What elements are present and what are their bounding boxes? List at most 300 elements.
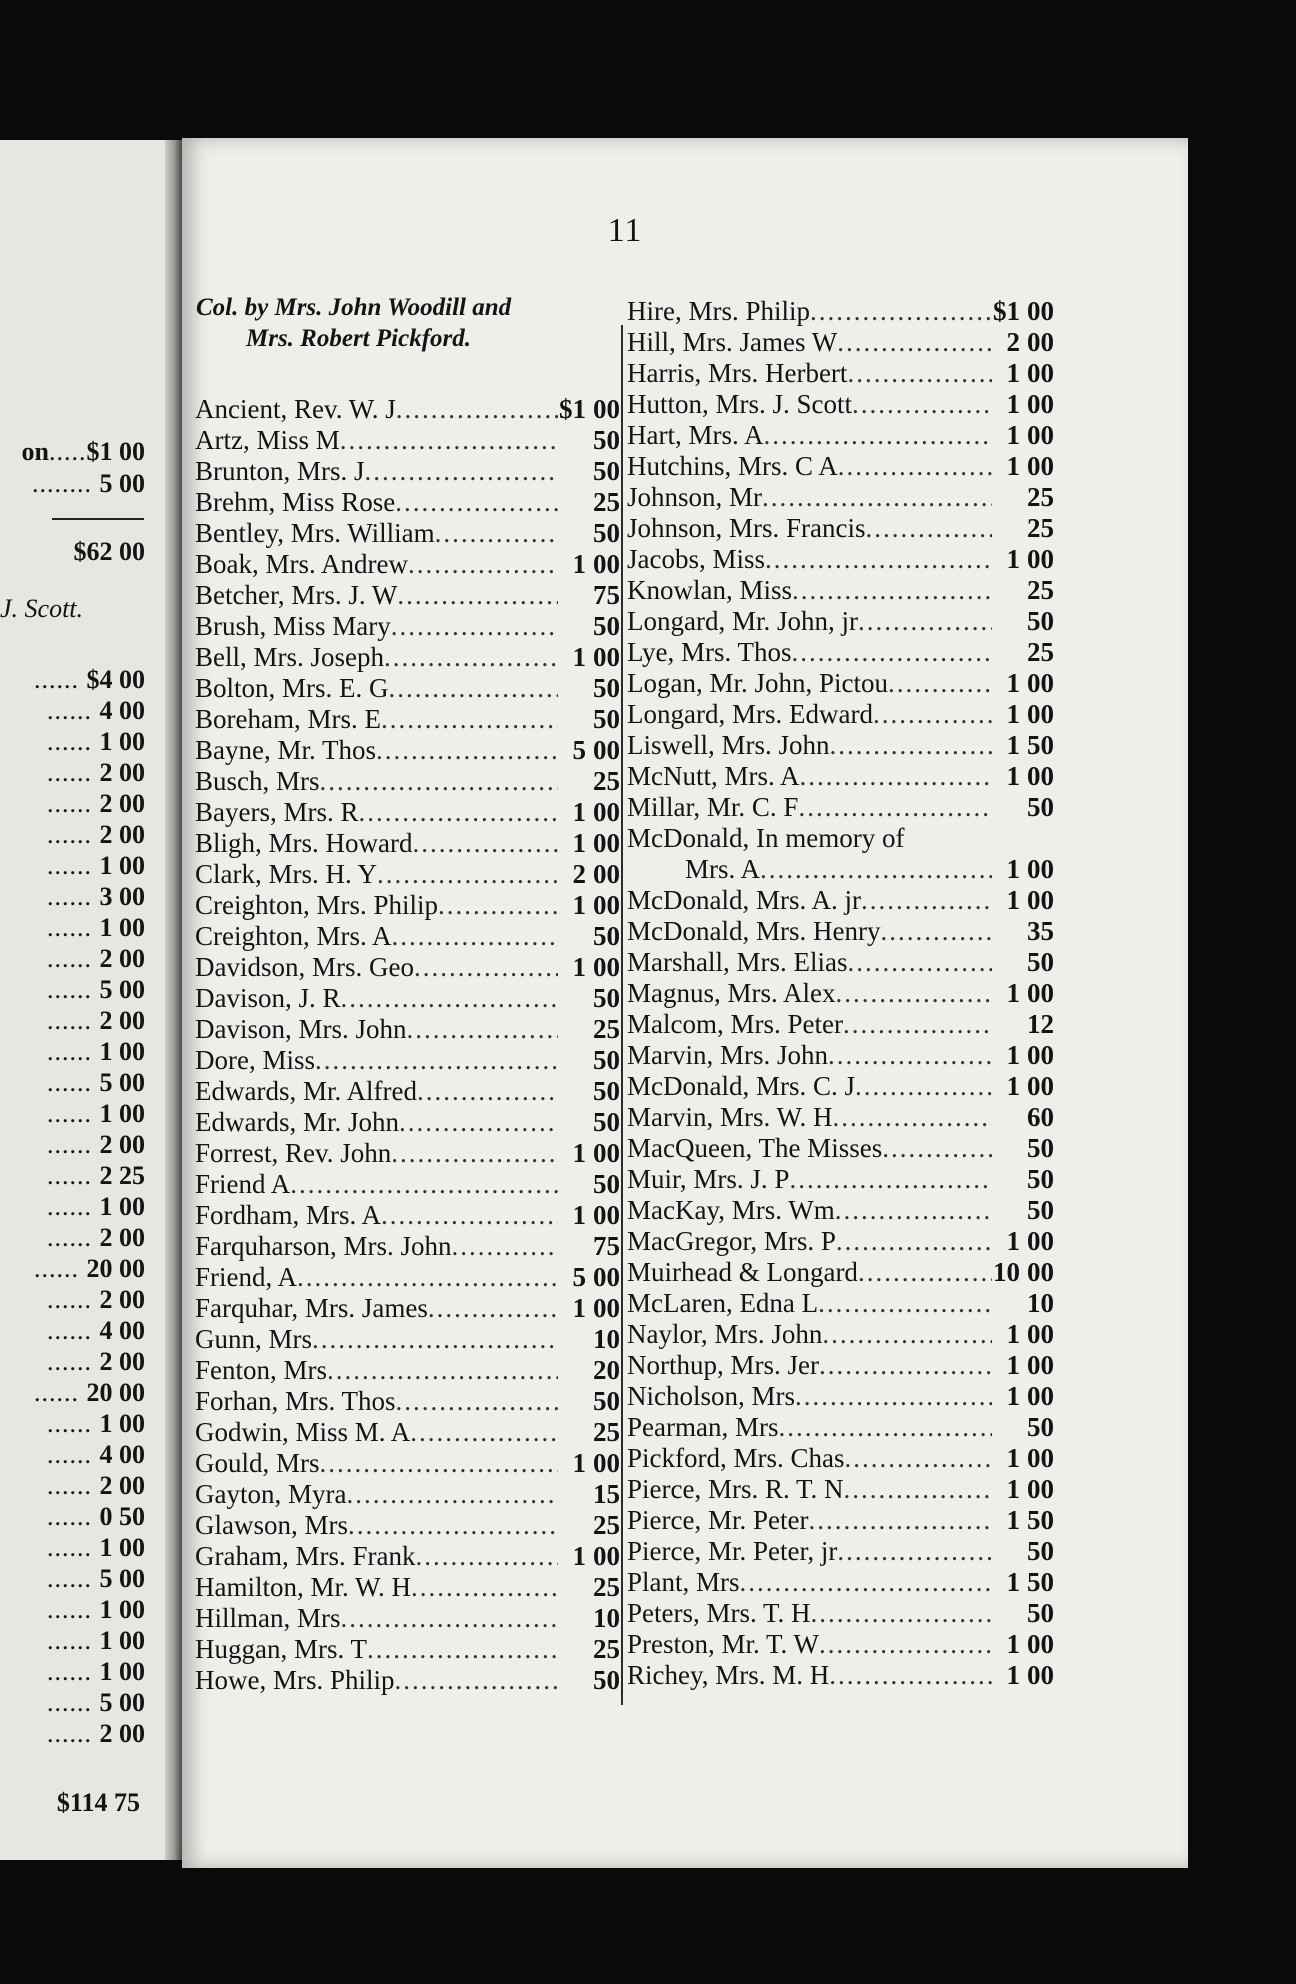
amount-value: 0 50 (99, 1502, 145, 1531)
dot-leader (346, 1479, 558, 1510)
subscriber-name: McDonald, Mrs. Henry (627, 916, 881, 946)
dot-leader (858, 1257, 992, 1288)
amount-cents: 00 (1027, 1629, 1054, 1659)
dot-leader (861, 885, 992, 916)
subscriber-name: Liswell, Mrs. John (627, 730, 830, 760)
subscriber-name: Graham, Mrs. Frank (195, 1541, 416, 1571)
amount-cents: 50 (593, 1386, 620, 1416)
dot-leader: ...... (47, 1099, 100, 1128)
subscriber-name: Marvin, Mrs. W. H (627, 1102, 833, 1132)
subscriber-entry (195, 1603, 620, 1634)
amount-cents: 00 (1027, 389, 1054, 419)
amount-cents: 50 (1027, 792, 1054, 822)
subscriber-name: Pickford, Mrs. Chas (627, 1443, 845, 1473)
amount-value: 5 00 (99, 1688, 145, 1717)
amount-value: 2 25 (99, 1161, 145, 1190)
subscriber-name: Pearman, Mrs (627, 1412, 779, 1442)
amount-dollars: 2 (572, 859, 586, 889)
subscriber-name: Godwin, Miss M. A (195, 1417, 411, 1447)
subscriber-entry (627, 1443, 1054, 1474)
amount-value: 1 00 (99, 913, 145, 942)
subscriber-name: MacQueen, The Misses (627, 1133, 883, 1163)
amount-value: 1 00 (99, 1626, 145, 1655)
subscriber-name: Millar, Mr. C. F (627, 792, 799, 822)
subscriber-entry (195, 797, 620, 828)
subscriber-entry (627, 1071, 1054, 1102)
subscriber-entry (195, 611, 620, 642)
subscriber-entry (195, 1200, 620, 1231)
subscriber-name: Marvin, Mrs. John (627, 1040, 828, 1070)
dot-leader: ...... (47, 1223, 100, 1252)
subscriber-entry (627, 1598, 1054, 1629)
amount-dollars: 1 (1006, 1381, 1020, 1411)
amount-value: 3 00 (99, 882, 145, 911)
left-page-amount (0, 1036, 145, 1067)
amount-dollars: 2 (1006, 327, 1020, 357)
amount-cents: 50 (1027, 1598, 1054, 1628)
subscriber-entry (627, 1288, 1054, 1319)
dot-leader (811, 1598, 993, 1629)
left-page-amount (0, 1160, 145, 1191)
subscriber-name: Farquhar, Mrs. James (195, 1293, 428, 1323)
subscriber-name: Clark, Mrs. H. Y (195, 859, 377, 889)
dot-leader (852, 389, 992, 420)
subscriber-name: Richey, Mrs. M. H (627, 1660, 830, 1690)
subscriber-entry (627, 1536, 1054, 1567)
amount-cents: 00 (1027, 358, 1054, 388)
subscriber-entry (195, 1231, 620, 1262)
amount-cents: 50 (593, 425, 620, 455)
left-page-amount (0, 881, 145, 912)
subscriber-name: MacKay, Mrs. Wm (627, 1195, 835, 1225)
dot-leader (837, 1536, 992, 1567)
dot-leader: ...... (47, 1192, 100, 1221)
amount-dollars: 1 (572, 1200, 586, 1230)
dot-leader: ...... (47, 1006, 100, 1035)
amount-cents: 60 (1027, 1102, 1054, 1132)
subscriber-entry (195, 890, 620, 921)
subscriber-entry (627, 1195, 1054, 1226)
dot-leader (837, 327, 992, 358)
amount-value: 1 00 (99, 1099, 145, 1128)
amount-dollars: 10 (993, 1257, 1020, 1287)
dot-leader (833, 1102, 992, 1133)
collector-heading-line2: Mrs. Robert Pickford. (246, 325, 471, 352)
amount-dollars: 1 (1006, 1567, 1020, 1597)
dot-leader: ...... (47, 1440, 100, 1469)
subtotal-rule (52, 518, 144, 520)
subscriber-name: Preston, Mr. T. W (627, 1629, 820, 1659)
amount-cents: 10 (1027, 1288, 1054, 1318)
subscriber-entry (627, 1164, 1054, 1195)
column-divider (621, 325, 623, 1705)
subscriber-name: Dore, Miss (195, 1045, 315, 1075)
subscriber-entry (195, 1324, 620, 1355)
dot-leader: ...... (34, 665, 87, 694)
amount-cents: 25 (593, 1510, 620, 1540)
amount-dollars: 1 (1006, 1629, 1020, 1659)
subscriber-name: Northup, Mrs. Jer (627, 1350, 819, 1380)
subscriber-name: Mrs. A (685, 854, 761, 884)
subscriber-entry (195, 1355, 620, 1386)
dot-leader (435, 518, 558, 549)
amount-value: 2 00 (99, 820, 145, 849)
amount-cents: 50 (1027, 606, 1054, 636)
subscriber-name: Marshall, Mrs. Elias (627, 947, 848, 977)
amount-dollars: 1 (1006, 1040, 1020, 1070)
subscriber-name: Creighton, Mrs. A (195, 921, 392, 951)
subscriber-entry (627, 1040, 1054, 1071)
dot-leader (847, 358, 992, 389)
amount-cents: 00 (1027, 668, 1054, 698)
amount-value: 2 00 (99, 1223, 145, 1252)
dot-leader (428, 1293, 558, 1324)
subscriber-entry (195, 1572, 620, 1603)
subscriber-name: Friend A (195, 1169, 291, 1199)
left-page-amount (0, 1594, 145, 1625)
subscriber-name: Hart, Mrs. A (627, 420, 764, 450)
amount-value: 1 00 (99, 1533, 145, 1562)
dot-leader (381, 704, 558, 735)
subscriber-name: Davidson, Mrs. Geo (195, 952, 414, 982)
dot-leader (297, 1262, 558, 1293)
amount-dollars: 1 (572, 1448, 586, 1478)
amount-dollars: 1 (1006, 978, 1020, 1008)
dot-leader: ...... (47, 1533, 100, 1562)
amount-cents: 50 (1027, 1164, 1054, 1194)
dot-leader (392, 921, 558, 952)
dot-leader: ...... (34, 1254, 87, 1283)
subscriber-entry (627, 1567, 1054, 1598)
subscriber-name: Bentley, Mrs. William (195, 518, 435, 548)
subscriber-name: Nicholson, Mrs (627, 1381, 795, 1411)
dot-leader (882, 1133, 992, 1164)
left-page-amount (0, 757, 145, 788)
amount-dollars: 5 (572, 735, 586, 765)
amount-value: 4 00 (99, 696, 145, 725)
amount-dollars: 1 (1006, 1660, 1020, 1690)
dot-leader (320, 1448, 558, 1479)
amount-cents: 25 (1027, 637, 1054, 667)
left-page-amount (0, 1315, 145, 1346)
left-page-amount (0, 1501, 145, 1532)
amount-cents: 00 (593, 1448, 620, 1478)
dot-leader (415, 1541, 558, 1572)
subscriber-name: Brehm, Miss Rose (195, 487, 396, 517)
subscriber-entry (195, 1541, 620, 1572)
left-page-fragment (0, 140, 170, 1860)
dot-leader (391, 1138, 558, 1169)
subscriber-name: Edwards, Mr. John (195, 1107, 399, 1137)
dot-leader (873, 699, 992, 730)
amount-dollars: 1 (572, 890, 586, 920)
dot-leader (376, 735, 558, 766)
subscriber-name: Muirhead & Longard (627, 1257, 858, 1287)
subscriber-name: Boreham, Mrs. E (195, 704, 381, 734)
dot-leader: ...... (47, 1502, 100, 1531)
subscriber-name: Hutchins, Mrs. C A (627, 451, 838, 481)
amount-cents: 50 (593, 611, 620, 641)
dot-leader (740, 1567, 992, 1598)
left-page-subtotal: $62 00 (73, 537, 145, 566)
amount-dollars: 1 (572, 952, 586, 982)
dot-leader (843, 1474, 992, 1505)
amount-value: 2 00 (99, 944, 145, 973)
subscriber-name: Edwards, Mr. Alfred (195, 1076, 417, 1106)
dot-leader (789, 1164, 992, 1195)
subscriber-entry (195, 1169, 620, 1200)
dot-leader (389, 673, 558, 704)
subscriber-entry (195, 1479, 620, 1510)
amount-dollars: 1 (1006, 451, 1020, 481)
dot-leader: ...... (47, 1037, 100, 1066)
amount-cents: 00 (1027, 1474, 1054, 1504)
amount-cents: 75 (593, 580, 620, 610)
subscriber-name: McDonald, Mrs. C. J (627, 1071, 855, 1101)
left-page-amount (0, 1098, 145, 1129)
dot-leader (397, 580, 558, 611)
subscriber-entry (195, 1045, 620, 1076)
left-page-amount (0, 819, 145, 850)
subscriber-entry (195, 859, 620, 890)
subscriber-entry (627, 730, 1054, 761)
dot-leader: ...... (47, 727, 100, 756)
left-page-amount (0, 1470, 145, 1501)
subscriber-entry (627, 1474, 1054, 1505)
left-page-amount (0, 1718, 145, 1749)
subscriber-entry (627, 358, 1054, 389)
subscriber-entry (627, 1629, 1054, 1660)
amount-cents: 50 (1027, 1412, 1054, 1442)
subscriber-name: Davison, Mrs. John (195, 1014, 407, 1044)
amount-cents: 00 (1027, 761, 1054, 791)
amount-value: 1 00 (99, 1595, 145, 1624)
subscriber-name: Forrest, Rev. John (195, 1138, 392, 1168)
subscriber-entry (627, 296, 1054, 327)
subscriber-name: Brunton, Mrs. J (195, 456, 365, 486)
dot-leader (858, 606, 992, 637)
subscriber-name: Pierce, Mr. Peter (627, 1505, 809, 1535)
dot-leader: ...... (47, 1068, 100, 1097)
subscriber-entry (195, 549, 620, 580)
left-page-amount (0, 1408, 145, 1439)
dot-leader: ...... (47, 820, 100, 849)
subscriber-name: Bayers, Mrs. R (195, 797, 359, 827)
amount-cents: 00 (593, 859, 620, 889)
amount-cents: 00 (1027, 1226, 1054, 1256)
left-page-amount (0, 695, 145, 726)
subscriber-name: Fenton, Mrs (195, 1355, 328, 1385)
dot-leader (327, 1355, 558, 1386)
amount-value: 1 00 (99, 851, 145, 880)
amount-cents: 00 (593, 642, 620, 672)
subscriber-entry (627, 637, 1054, 668)
amount-cents: 25 (593, 487, 620, 517)
amount-dollars: 1 (1006, 885, 1020, 915)
subscriber-name: McNutt, Mrs. A (627, 761, 800, 791)
amount-dollars: 1 (1006, 699, 1020, 729)
subscriber-entry (627, 1226, 1054, 1257)
amount-dollars: 1 (1006, 668, 1020, 698)
amount-dollars: 1 (1006, 420, 1020, 450)
amount-cents: 12 (1027, 1009, 1054, 1039)
amount-value: 2 00 (99, 789, 145, 818)
dot-leader (838, 451, 992, 482)
dot-leader (381, 1200, 558, 1231)
dot-leader (414, 952, 558, 983)
left-page-amount (0, 1346, 145, 1377)
amount-value: 1 00 (99, 727, 145, 756)
dot-leader (395, 487, 558, 518)
dot-leader: ...... (34, 1378, 87, 1407)
left-page-amount (0, 1563, 145, 1594)
dot-leader: ...... (47, 1657, 100, 1686)
dot-leader (808, 1505, 992, 1536)
subscriber-name: Hill, Mrs. James W (627, 327, 838, 357)
subscriber-name: Hillman, Mrs (195, 1603, 341, 1633)
dot-leader (312, 1324, 558, 1355)
amount-value: 2 00 (99, 1347, 145, 1376)
subscriber-entry (195, 828, 620, 859)
amount-dollars: 1 (1006, 854, 1020, 884)
left-page-amount (0, 912, 145, 943)
dot-leader (847, 947, 992, 978)
page-number: 11 (607, 212, 643, 249)
subscriber-name: Hutton, Mrs. J. Scott (627, 389, 853, 419)
left-page-amount (0, 664, 145, 695)
left-page-amount (0, 726, 145, 757)
amount-dollars: 1 (1006, 389, 1020, 419)
amount-cents: 00 (593, 1200, 620, 1230)
amount-cents: 00 (1027, 1071, 1054, 1101)
dot-leader (880, 916, 992, 947)
dot-leader: ...... (47, 1626, 100, 1655)
left-page-amount (0, 1656, 145, 1687)
amount-value: 4 00 (99, 1440, 145, 1469)
subscriber-entry (195, 1262, 620, 1293)
subscriber-entry (627, 420, 1054, 451)
amount-value: 20 00 (86, 1378, 145, 1407)
subscriber-name: Gunn, Mrs (195, 1324, 313, 1354)
collector-heading-line1: Col. by Mrs. John Woodill and (196, 294, 512, 321)
amount-dollars: 1 (1006, 1505, 1020, 1535)
amount-value: 2 00 (99, 1285, 145, 1314)
subscriber-name: Johnson, Mrs. Francis (627, 513, 866, 543)
subscriber-name: Naylor, Mrs. John (627, 1319, 823, 1349)
amount-cents: 35 (1027, 916, 1054, 946)
amount-cents: 00 (1027, 1040, 1054, 1070)
subscriber-name: Fordham, Mrs. A (195, 1200, 382, 1230)
dot-leader (828, 1040, 992, 1071)
amount-cents: 00 (593, 394, 620, 424)
dot-leader (377, 859, 558, 890)
left-page-amount (0, 1687, 145, 1718)
amount-cents: 50 (593, 983, 620, 1013)
subscriber-entry (627, 761, 1054, 792)
subscriber-entry (195, 673, 620, 704)
amount-value: 2 00 (99, 758, 145, 787)
dot-leader (410, 1417, 558, 1448)
subscriber-name: Longard, Mr. John, jr (627, 606, 858, 636)
collector-heading (196, 292, 616, 354)
subscriber-entry (627, 389, 1054, 420)
subscriber-name: Busch, Mrs (195, 766, 320, 796)
subscriber-entry (195, 518, 620, 549)
amount-dollars: 1 (1006, 761, 1020, 791)
amount-value: 5 00 (99, 1564, 145, 1593)
subscriber-entry (195, 456, 620, 487)
amount-cents: 00 (593, 797, 620, 827)
subscriber-name: Johnson, Mr (627, 482, 763, 512)
amount-cents: 50 (593, 456, 620, 486)
amount-dollars: 1 (572, 1541, 586, 1571)
amount-dollars: 1 (1006, 1071, 1020, 1101)
amount-dollars: 1 (572, 797, 586, 827)
amount-cents: 25 (1027, 513, 1054, 543)
dot-leader: ...... (47, 1285, 100, 1314)
amount-dollars: $1 (559, 394, 586, 424)
dot-leader (778, 1412, 992, 1443)
dot-leader (413, 828, 559, 859)
dot-leader (843, 1009, 992, 1040)
amount-cents: 25 (1027, 482, 1054, 512)
amount-dollars: 1 (1006, 1319, 1020, 1349)
subscriber-name: Betcher, Mrs. J. W (195, 580, 398, 610)
subscriber-name: Pierce, Mrs. R. T. N (627, 1474, 844, 1504)
amount-cents: 00 (593, 1293, 620, 1323)
amount-dollars: 1 (572, 1293, 586, 1323)
subscriber-name: Bayne, Mr. Thos (195, 735, 376, 765)
dot-leader (822, 1319, 992, 1350)
amount-dollars: 1 (572, 828, 586, 858)
subscriber-name: Brush, Miss Mary (195, 611, 391, 641)
amount-dollars: 1 (572, 642, 586, 672)
subscriber-entry (195, 1076, 620, 1107)
dot-leader (408, 549, 558, 580)
amount-cents: 10 (593, 1324, 620, 1354)
amount-cents: 50 (1027, 1195, 1054, 1225)
dot-leader (836, 1226, 992, 1257)
amount-cents: 75 (593, 1231, 620, 1261)
amount-cents: 50 (1027, 1133, 1054, 1163)
subscriber-name: Forhan, Mrs. Thos (195, 1386, 396, 1416)
dot-leader (792, 575, 992, 606)
subscriber-name: Plant, Mrs (627, 1567, 740, 1597)
dot-leader (835, 1195, 992, 1226)
dot-leader (800, 761, 992, 792)
subscriber-entry (627, 1009, 1054, 1040)
subscriber-entry (195, 1138, 620, 1169)
dot-leader: ...... (47, 975, 100, 1004)
subscriber-name: MacGregor, Mrs. P (627, 1226, 836, 1256)
left-page-amount (0, 1377, 145, 1408)
dot-leader (798, 792, 992, 823)
subscriber-entry (195, 487, 620, 518)
subscriber-name: Boak, Mrs. Andrew (195, 549, 408, 579)
subscriber-name: Artz, Miss M (195, 425, 340, 455)
subscriber-entry (627, 575, 1054, 606)
dot-leader: ...... (47, 696, 100, 725)
subscriber-entry (195, 1014, 620, 1045)
amount-cents: 25 (593, 1572, 620, 1602)
subscriber-entry (627, 1319, 1054, 1350)
subscriber-name: Lye, Mrs. Thos (627, 637, 792, 667)
dot-leader: ...... (47, 851, 100, 880)
amount-cents: 50 (1027, 947, 1054, 977)
amount-value: 4 00 (99, 1316, 145, 1345)
dot-leader (810, 296, 992, 327)
dot-leader (829, 1660, 992, 1691)
